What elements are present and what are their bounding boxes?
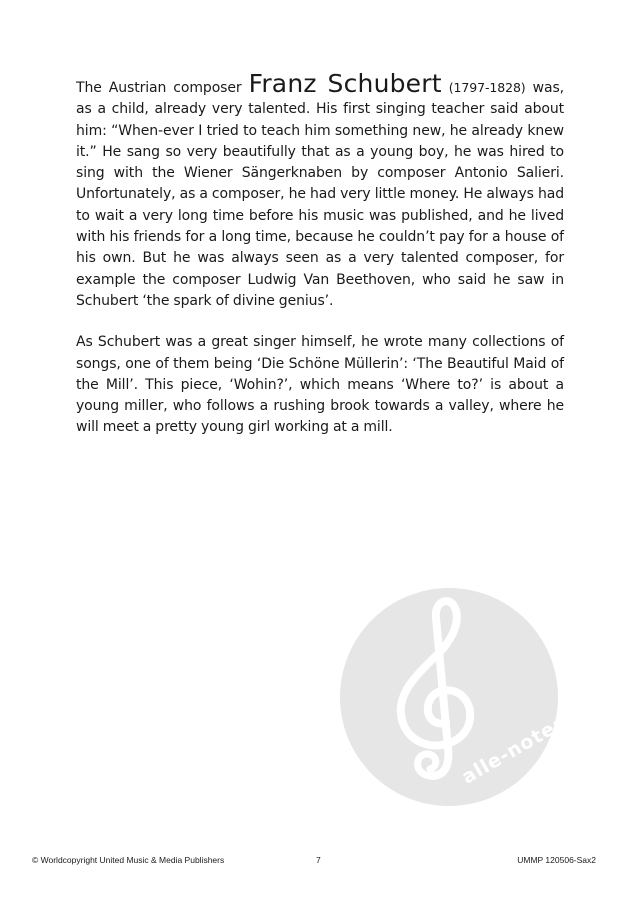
composer-name: Franz Schubert	[248, 69, 442, 98]
body-text	[76, 69, 564, 459]
paragraph-intro: The Austrian composer	[76, 80, 242, 96]
footer-copyright: © Worldcopyright United Music & Media Publishers	[32, 855, 225, 865]
alle-noten-watermark	[340, 588, 604, 806]
page-footer	[0, 855, 640, 869]
composer-dates: (1797-1828)	[448, 80, 526, 95]
paragraph-body: was, as a child, already very talented. His first singing teacher said about him: “When-ever I tried to teach him something new, he already knew it.” He sang so very beautifully that as a young boy, he was hired to sing with the Wiener Sängerknaben by composer Antonio Salieri. Unfortunately, as a composer, he had very little money. He always had to wait a very long time before his music was published, and he lived with his friends for a long time, because he couldn’t pay for a house of his own. But he was always seen as a very talented composer, for example the composer Ludwig Van Beethoven, who said he saw in Schubert ‘the spark of divine genius’.	[76, 80, 564, 309]
paragraph-songs: As Schubert was a great singer himself, he wrote many collections of songs, one of them being ‘Die Schöne Müllerin’: ‘The Beautiful Maid of the Mill’. This piece, ‘Wohin?’, which means ‘Where to?’ is about a young miller, who follows a rushing brook towards a valley, where he will meet a pretty young girl working at a mill.	[76, 334, 564, 436]
footer-page-number: 7	[316, 855, 321, 865]
paragraph-schubert-biography	[76, 69, 564, 312]
footer-catalog-code: UMMP 120506-Sax2	[517, 855, 596, 865]
watermark-text: alle-noten.de	[458, 691, 604, 789]
treble-clef-icon	[340, 588, 604, 806]
